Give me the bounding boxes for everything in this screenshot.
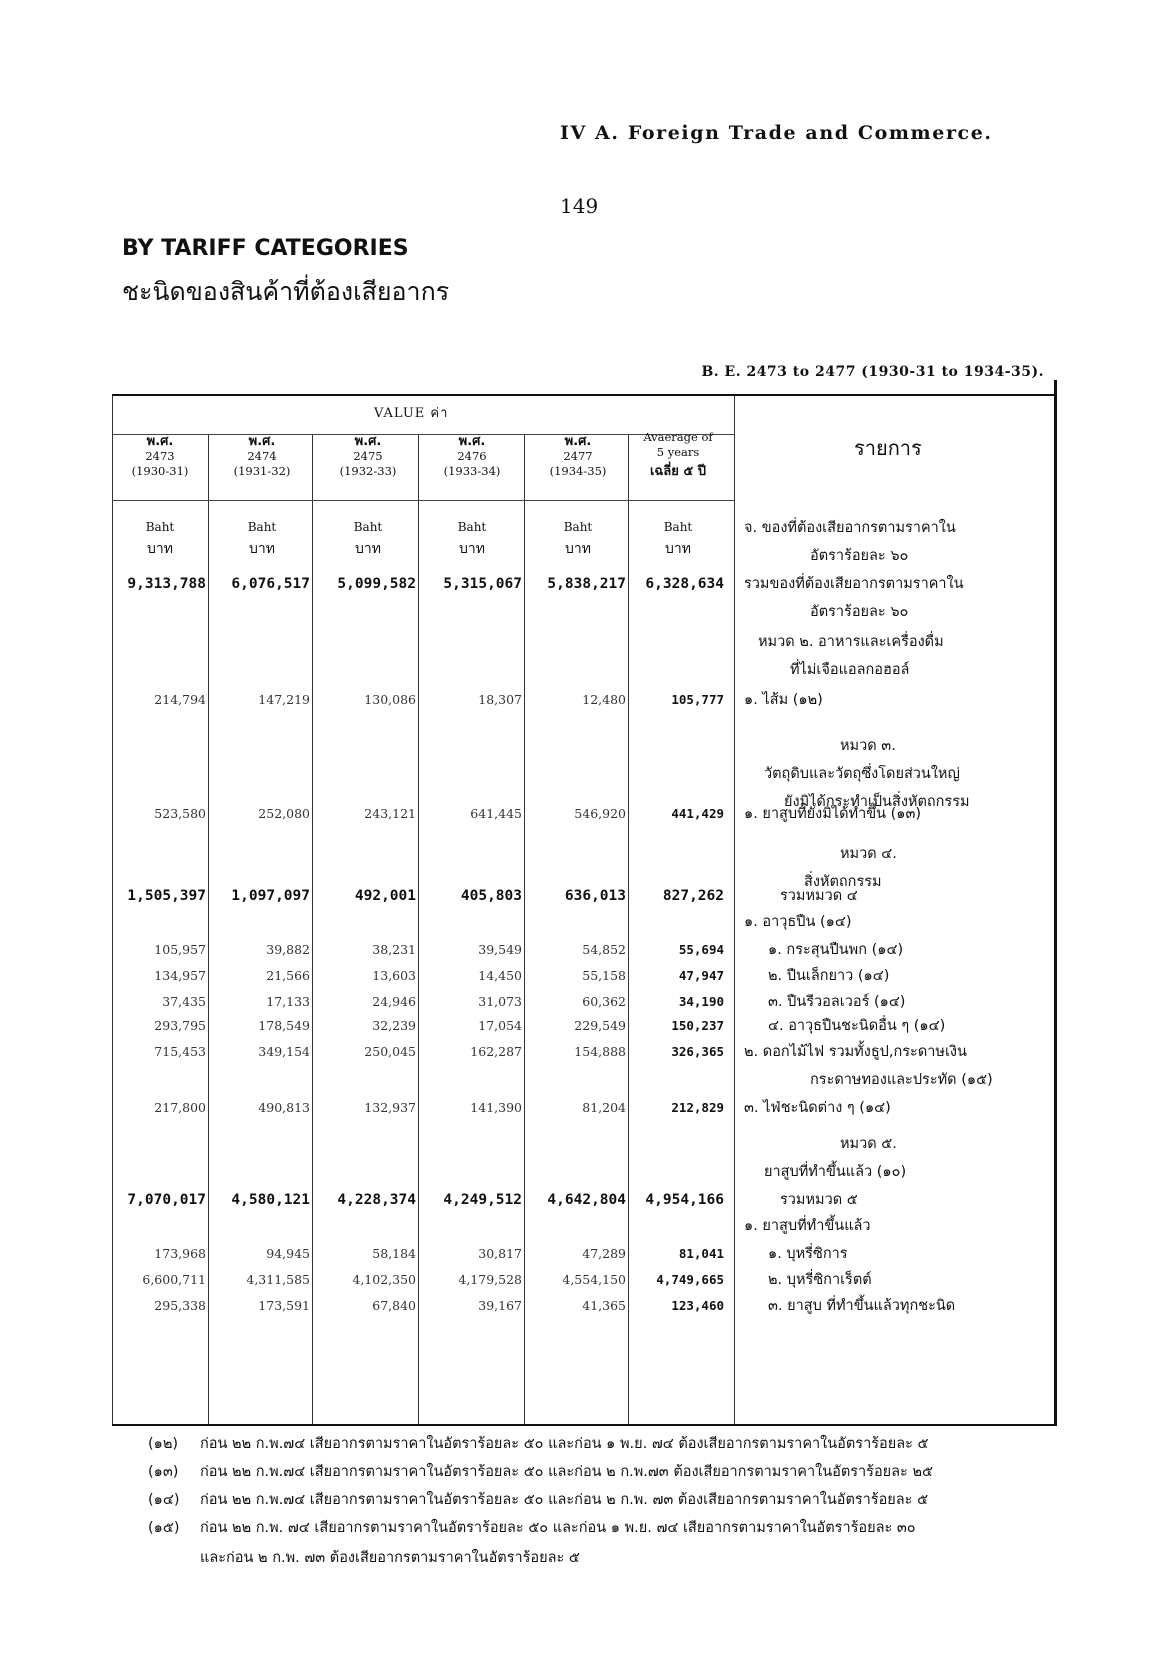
title-thai: ชะนิดของสินค้าที่ต้องเสียอากร <box>122 277 450 306</box>
average-thai: เฉลี่ย ๕ ปี <box>649 464 707 479</box>
row-label: กระดาษทองและประทัด (๑๕) <box>810 1072 993 1088</box>
row-label: ๒. ปืนเล็กยาว (๑๔) <box>768 968 890 984</box>
section-header: IV A. Foreign Trade and Commerce. <box>560 122 993 144</box>
row-label: ๔. อาวุธปืนชะนิดอื่น ๆ (๑๔) <box>768 1018 946 1034</box>
footnote <box>148 1546 580 1569</box>
table-cell: 4,642,804 <box>547 1192 626 1208</box>
column-header <box>110 434 210 479</box>
column-header <box>628 430 728 479</box>
row-label: สิ่งหัตถกรรม <box>804 874 882 890</box>
row-label: หมวด ๕. <box>840 1136 897 1152</box>
table-cell: 250,045 <box>364 1044 416 1059</box>
table-cell: 715,453 <box>154 1044 206 1059</box>
table-cell: 38,231 <box>372 942 416 957</box>
table-cell: 295,338 <box>154 1298 206 1313</box>
column-rule <box>418 434 419 1424</box>
table-cell: 6,328,634 <box>645 576 724 592</box>
period-label: B. E. 2473 to 2477 (1930-31 to 1934-35). <box>701 364 1044 380</box>
column-header <box>422 434 522 479</box>
table-cell: 5,315,067 <box>443 576 522 592</box>
table-cell: 34,190 <box>678 994 724 1009</box>
table-cell: 132,937 <box>364 1100 416 1115</box>
table-cell: 81,204 <box>582 1100 626 1115</box>
footnote-tag: (๑๓) <box>148 1464 179 1480</box>
table-cell: 4,580,121 <box>231 1192 310 1208</box>
table-cell: 54,852 <box>582 942 626 957</box>
table-cell: 55,158 <box>582 968 626 983</box>
table-cell: 1,505,397 <box>127 888 206 904</box>
row-label: หมวด ๓. <box>840 738 896 754</box>
unit-th: บาท <box>249 541 275 557</box>
table-cell: 641,445 <box>470 806 522 821</box>
table-cell: 4,954,166 <box>645 1192 724 1208</box>
unit-th: บาท <box>565 541 591 557</box>
year-range: (1930-31) <box>131 464 189 478</box>
row-label: ๑. อาวุธปืน (๑๔) <box>744 914 852 930</box>
table-cell: 6,076,517 <box>231 576 310 592</box>
table-cell: 827,262 <box>662 888 724 904</box>
year-range: (1931-32) <box>233 464 291 478</box>
row-label: ยาสูบที่ทำขึ้นแล้ว (๑๐) <box>764 1164 907 1180</box>
row-label: รวมของที่ต้องเสียอากรตามราคาใน <box>744 576 964 592</box>
table-cell: 130,086 <box>364 692 416 707</box>
table-cell: 12,480 <box>582 692 626 707</box>
row-label: ๑. ยาสูบที่ยังมิได้ทำขึ้น (๑๓) <box>744 806 922 822</box>
table-cell: 4,311,585 <box>246 1272 310 1287</box>
footnote <box>148 1516 916 1539</box>
era-label: พ.ศ. <box>564 434 592 449</box>
footnote-text: ก่อน ๒๒ ก.พ.๗๔ เสียอากรตามราคาในอัตราร้อยละ ๕๐ และก่อน ๑ พ.ย. ๗๔ ต้องเสียอากรตามราคาในอัตราร้อยละ ๕ <box>200 1436 929 1452</box>
row-label: ๒. ดอกไม้ไฟ รวมทั้งธูป,กระดาษเงิน <box>744 1044 967 1060</box>
items-header: รายการ <box>854 436 922 460</box>
header-rule <box>112 500 734 501</box>
footnote-text: และก่อน ๒ ก.พ. ๗๓ ต้องเสียอากรตามราคาในอัตราร้อยละ ๕ <box>200 1550 580 1566</box>
footnote-text: ก่อน ๒๒ ก.พ.๗๔ เสียอากรตามราคาในอัตราร้อยละ ๕๐ และก่อน ๒ ก.พ.๗๓ ต้องเสียอากรตามราคาในอัตราร้อยละ ๒๕ <box>200 1464 933 1480</box>
row-label: ๑. บุหรี่ซิการ <box>768 1246 848 1262</box>
table-cell: 17,054 <box>478 1018 522 1033</box>
table-cell: 47,289 <box>582 1246 626 1261</box>
table-cell: 67,840 <box>372 1298 416 1313</box>
table-cell: 9,313,788 <box>127 576 206 592</box>
row-label: หมวด ๒. อาหารและเครื่องดื่ม <box>758 634 944 650</box>
row-label: ยังมิได้กระทำเป็นสิ่งหัตถกรรม <box>784 794 970 810</box>
tariff-table <box>112 394 1057 1426</box>
table-cell: 4,102,350 <box>352 1272 416 1287</box>
row-label: ๓. ไฟ่ชะนิดต่าง ๆ (๑๔) <box>744 1100 891 1116</box>
average-label: Avaerage of <box>643 430 713 444</box>
unit-en: Baht <box>457 520 487 534</box>
column-header <box>318 434 418 479</box>
table-cell: 18,307 <box>478 692 522 707</box>
table-cell: 17,133 <box>266 994 310 1009</box>
row-label: จ. ของที่ต้องเสียอากรตามราคาใน <box>744 520 956 536</box>
year-range: (1934-35) <box>549 464 607 478</box>
row-label: ๒. บุหรี่ซิกาเร็ตต์ <box>768 1272 872 1288</box>
table-cell: 523,580 <box>154 806 206 821</box>
footnote-tag: (๑๕) <box>148 1520 180 1536</box>
era-label: พ.ศ. <box>248 434 276 449</box>
table-cell: 24,946 <box>372 994 416 1009</box>
row-label: ๓. ยาสูบ ที่ทำขึ้นแล้วทุกชะนิด <box>768 1298 956 1314</box>
row-label: รวมหมวด ๕ <box>780 1192 858 1208</box>
table-cell: 37,435 <box>162 994 206 1009</box>
table-cell: 229,549 <box>574 1018 626 1033</box>
table-cell: 147,219 <box>258 692 310 707</box>
year-label: 2476 <box>457 449 487 463</box>
era-label: พ.ศ. <box>458 434 486 449</box>
average-years: 5 years <box>656 445 700 459</box>
unit-en: Baht <box>353 520 383 534</box>
table-cell: 30,817 <box>478 1246 522 1261</box>
table-cell: 1,097,097 <box>231 888 310 904</box>
table-cell: 41,365 <box>582 1298 626 1313</box>
footnote-text: ก่อน ๒๒ ก.พ.๗๔ เสียอากรตามราคาในอัตราร้อยละ ๕๐ และก่อน ๒ ก.พ. ๗๓ ต้องเสียอากรตามราคาในอัตราร้อยละ ๕ <box>200 1492 929 1508</box>
unit-th: บาท <box>665 541 691 557</box>
table-cell: 14,450 <box>478 968 522 983</box>
unit-en: Baht <box>663 520 693 534</box>
unit-header <box>318 516 418 560</box>
unit-th: บาท <box>355 541 381 557</box>
unit-th: บาท <box>147 541 173 557</box>
unit-header <box>110 516 210 560</box>
year-label: 2473 <box>145 449 175 463</box>
footnote-tag: (๑๒) <box>148 1436 179 1452</box>
table-cell: 105,777 <box>671 692 724 707</box>
table-cell: 490,813 <box>258 1100 310 1115</box>
year-range: (1932-33) <box>339 464 397 478</box>
table-cell: 55,694 <box>678 942 724 957</box>
unit-th: บาท <box>459 541 485 557</box>
table-cell: 141,390 <box>470 1100 522 1115</box>
table-cell: 4,179,528 <box>458 1272 522 1287</box>
unit-header <box>528 516 628 560</box>
table-cell: 7,070,017 <box>127 1192 206 1208</box>
row-label: ๑. กระสุนปืนพก (๑๔) <box>768 942 904 958</box>
column-rule <box>312 434 313 1424</box>
footnote-text: ก่อน ๒๒ ก.พ. ๗๔ เสียอากรตามราคาในอัตราร้อยละ ๕๐ และก่อน ๑ พ.ย. ๗๔ เสียอากรตามราคาในอัตราร้อยละ ๓๐ <box>200 1520 916 1536</box>
table-cell: 94,945 <box>266 1246 310 1261</box>
year-label: 2477 <box>563 449 593 463</box>
row-label: หมวด ๔. <box>840 846 897 862</box>
year-label: 2474 <box>247 449 277 463</box>
table-cell: 162,287 <box>470 1044 522 1059</box>
era-label: พ.ศ. <box>354 434 382 449</box>
table-cell: 58,184 <box>372 1246 416 1261</box>
table-cell: 5,099,582 <box>337 576 416 592</box>
unit-en: Baht <box>145 520 175 534</box>
row-label: ๑. ยาสูบที่ทำขึ้นแล้ว <box>744 1218 871 1234</box>
table-cell: 173,968 <box>154 1246 206 1261</box>
table-cell: 4,749,665 <box>656 1272 724 1287</box>
unit-header <box>628 516 728 560</box>
row-label: รวมหมวด ๔ <box>780 888 858 904</box>
column-header <box>212 434 312 479</box>
table-cell: 217,800 <box>154 1100 206 1115</box>
footnote <box>148 1460 933 1483</box>
table-cell: 60,362 <box>582 994 626 1009</box>
table-cell: 243,121 <box>364 806 416 821</box>
table-cell: 105,957 <box>154 942 206 957</box>
table-cell: 326,365 <box>671 1044 724 1059</box>
row-label: ๑. ไส้ม (๑๒) <box>744 692 823 708</box>
table-cell: 546,920 <box>574 806 626 821</box>
table-cell: 4,554,150 <box>562 1272 626 1287</box>
unit-en: Baht <box>563 520 593 534</box>
row-label: ที่ไม่เจือแอลกอฮอล์ <box>790 662 910 678</box>
value-label: VALUE ค่า <box>374 406 449 421</box>
table-cell: 32,239 <box>372 1018 416 1033</box>
unit-header <box>422 516 522 560</box>
table-cell: 150,237 <box>671 1018 724 1033</box>
footnote-tag: (๑๔) <box>148 1492 180 1508</box>
table-cell: 39,882 <box>266 942 310 957</box>
era-label: พ.ศ. <box>146 434 174 449</box>
table-cell: 13,603 <box>372 968 416 983</box>
unit-header <box>212 516 312 560</box>
table-cell: 4,249,512 <box>443 1192 522 1208</box>
table-cell: 178,549 <box>258 1018 310 1033</box>
column-header <box>528 434 628 479</box>
table-cell: 173,591 <box>258 1298 310 1313</box>
table-cell: 47,947 <box>678 968 724 983</box>
page-number: 149 <box>560 194 599 218</box>
row-label: อัตราร้อยละ ๖๐ <box>810 548 909 564</box>
table-cell: 441,429 <box>671 806 724 821</box>
table-cell: 492,001 <box>354 888 416 904</box>
table-cell: 6,600,711 <box>142 1272 206 1287</box>
table-cell: 4,228,374 <box>337 1192 416 1208</box>
table-cell: 212,829 <box>671 1100 724 1115</box>
table-cell: 31,073 <box>478 994 522 1009</box>
column-rule <box>734 396 735 1424</box>
table-cell: 252,080 <box>258 806 310 821</box>
row-label: ๓. ปืนรีวอลเวอร์ (๑๔) <box>768 994 906 1010</box>
table-cell: 349,154 <box>258 1044 310 1059</box>
table-cell: 39,167 <box>478 1298 522 1313</box>
table-cell: 81,041 <box>678 1246 724 1261</box>
table-cell: 214,794 <box>154 692 206 707</box>
title-english: BY TARIFF CATEGORIES <box>122 236 409 261</box>
row-label: วัตถุดิบและวัตถุซึ่งโดยส่วนใหญ่ <box>764 766 960 782</box>
table-right-rule <box>1054 380 1057 1424</box>
row-label: อัตราร้อยละ ๖๐ <box>810 604 909 620</box>
year-range: (1933-34) <box>443 464 501 478</box>
column-rule <box>524 434 525 1424</box>
table-cell: 21,566 <box>266 968 310 983</box>
table-cell: 134,957 <box>154 968 206 983</box>
table-cell: 123,460 <box>671 1298 724 1313</box>
table-cell: 405,803 <box>460 888 522 904</box>
table-cell: 636,013 <box>564 888 626 904</box>
year-label: 2475 <box>353 449 383 463</box>
table-cell: 154,888 <box>574 1044 626 1059</box>
table-cell: 5,838,217 <box>547 576 626 592</box>
footnote <box>148 1488 928 1511</box>
column-rule <box>208 434 209 1424</box>
table-cell: 293,795 <box>154 1018 206 1033</box>
unit-en: Baht <box>247 520 277 534</box>
footnote <box>148 1432 928 1455</box>
table-cell: 39,549 <box>478 942 522 957</box>
